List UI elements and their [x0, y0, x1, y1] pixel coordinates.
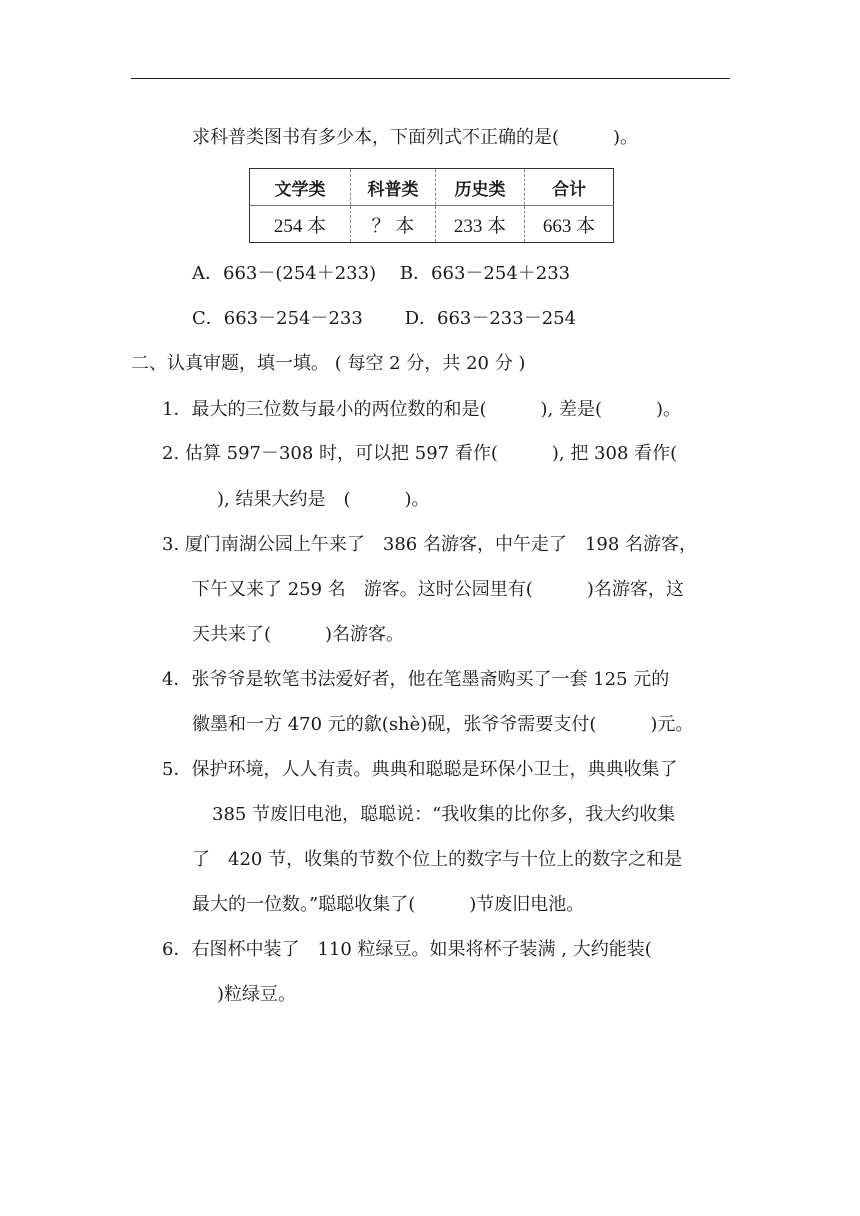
question-1: 1．最大的三位数与最小的两位数的和是( ), 差是( )。 [162, 399, 681, 420]
table-header-row [250, 169, 614, 206]
table-header: 文学类 [250, 169, 351, 206]
table-row [250, 206, 614, 243]
table-cell: 254 本 [250, 206, 351, 243]
top-rule [131, 78, 730, 79]
question-4-line-2: 徽墨和一方 470 元的歙(shè)砚，张爷爷需要支付( )元。 [192, 714, 694, 735]
question-5-line-1: 5．保护环境，人人有责。典典和聪聪是环保小卫士，典典收集了 [162, 759, 678, 780]
question-6-line-1: 6．右图杯中装了 110 粒绿豆。如果将杯子装满 , 大约能装( [162, 939, 652, 960]
question-intro: 求科普类图书有多少本，下面列式不正确的是( )。 [192, 127, 639, 148]
question-3-line-2: 下午又来了 259 名 游客。这时公园里有( )名游客，这 [192, 579, 684, 600]
table-cell: 233 本 [436, 206, 525, 243]
question-5-line-4: 最大的一位数。”聪聪收集了( )节废旧电池。 [192, 894, 585, 915]
options-row-1: A．663－(254＋233) B．663－254＋233 [192, 263, 571, 284]
question-3-line-1: 3. 厦门南湖公园上午来了 386 名游客，中午走了 198 名游客， [162, 534, 698, 555]
book-table [249, 168, 614, 243]
question-5-line-3: 了 420 节，收集的节数个位上的数字与十位上的数字之和是 [192, 849, 683, 870]
question-6-line-2: )粒绿豆。 [217, 984, 297, 1005]
question-5-line-2: 385 节废旧电池，聪聪说：“我收集的比你多，我大约收集 [212, 804, 676, 825]
section-heading: 二、认真审题，填一填。 ( 每空 2 分，共 20 分 ) [131, 353, 526, 374]
table-cell: ？ 本 [351, 206, 436, 243]
table-header: 历史类 [436, 169, 525, 206]
table-cell: 663 本 [525, 206, 614, 243]
table-header: 科普类 [351, 169, 436, 206]
question-2-line-2: ), 结果大约是 ( )。 [217, 489, 430, 510]
question-2-line-1: 2. 估算 597－308 时，可以把 597 看作( ), 把 308 看作( [162, 443, 678, 464]
options-row-2: C．663－254－233 D．663－233－254 [192, 308, 577, 329]
table-header: 合计 [525, 169, 614, 206]
question-3-line-3: 天共来了( )名游客。 [192, 624, 405, 645]
question-4-line-1: 4．张爷爷是软笔书法爱好者，他在笔墨斋购买了一套 125 元的 [162, 669, 670, 690]
